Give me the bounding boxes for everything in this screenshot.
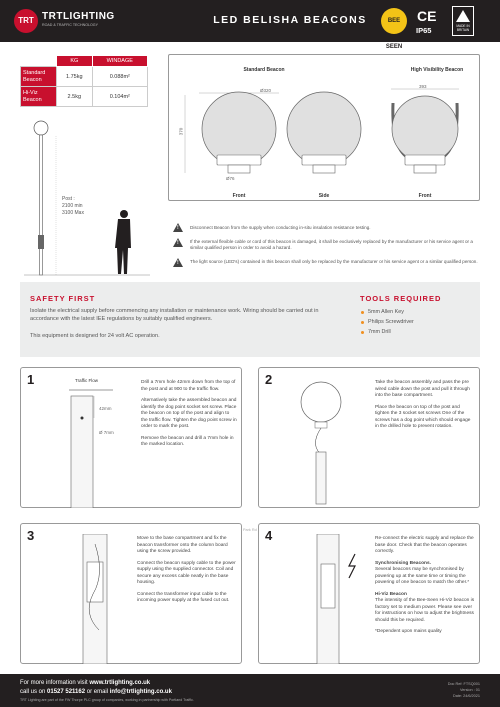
footer-group-note: TRT Lighting are part of the FW Thorpe PLC group of companies, working in partnership with Portland Traffic. bbox=[20, 698, 194, 702]
logo-mark: TRT bbox=[14, 9, 38, 33]
step-number: 4 bbox=[265, 528, 273, 543]
safety-title: SAFETY FIRST bbox=[30, 294, 96, 303]
dim-320: Ø320 bbox=[260, 88, 272, 93]
list-item: Philips Screwdriver bbox=[368, 319, 414, 325]
safety-text: Isolate the electrical supply before commencing any installation or maintenance work. Wiring should be carried out in accordance with the latest IEE regulations by suitably qualified engineers. bbox=[30, 308, 319, 322]
made-in-britain-text: MADE IN BRITAIN bbox=[456, 24, 470, 32]
beacon-drawings bbox=[169, 55, 481, 202]
step-4 bbox=[258, 523, 480, 664]
email-link[interactable]: info@trtlighting.co.uk bbox=[109, 689, 172, 695]
post-drill-drawing bbox=[61, 386, 121, 508]
beacon-post-drawing bbox=[299, 376, 359, 506]
step-3-text: Move to the base compartment and fix the beacon transformer onto the column board using the screw provided. Connect the beacon supply cable to the power supply using the supplied connector. Coil and secure any excess cable neatly in the base housing. Connect the transformer input cable to the incoming power supply at the fused cut out. bbox=[137, 536, 236, 603]
cell-kg: 2.5kg bbox=[57, 87, 93, 107]
logo-text: TRTLIGHTING bbox=[42, 11, 115, 22]
step-number: 2 bbox=[265, 372, 273, 387]
side-label: Side bbox=[318, 193, 330, 199]
made-in-britain-icon bbox=[452, 6, 474, 36]
warning-icon bbox=[173, 238, 183, 247]
step-1 bbox=[20, 367, 242, 508]
safety-voltage: This equipment is designed for 24 volt AC operation. bbox=[30, 333, 160, 339]
table-row bbox=[21, 87, 148, 107]
park-road-label: Park Rd bbox=[243, 528, 257, 532]
warning-icon bbox=[173, 223, 183, 232]
step-number: 1 bbox=[27, 372, 35, 387]
ip-rating: IP65 bbox=[416, 26, 432, 35]
list-item: 5mm Allen Key bbox=[368, 309, 404, 315]
step-number: 3 bbox=[27, 528, 35, 543]
col-kg: KG bbox=[57, 56, 93, 67]
post-illustration bbox=[20, 120, 160, 280]
website-link[interactable]: www.trtlighting.co.uk bbox=[89, 680, 151, 686]
footer-info: For more information visit www.trtlighting.co.uk bbox=[20, 680, 151, 686]
spec-table bbox=[20, 55, 148, 107]
beacon-diagram-panel bbox=[168, 54, 480, 201]
power-on-drawing bbox=[299, 534, 369, 664]
col-windage: WINDAGE bbox=[92, 56, 147, 67]
step-1-text: Drill a 7mm hole 42mm down from the top of the post and at 900 to the traffic flow. Alternatively take the assembled beacon and identify the dog point socket set screw. Place the beacon on top of the post and align to the traffic flow. Tighten the dog point screw in order to mark the post. Remove the beacon and drill a 7mm hole in the marked location. bbox=[141, 380, 237, 447]
dim-7mm: Ø 7mm bbox=[99, 430, 114, 435]
dim-42mm: 42mm bbox=[99, 406, 112, 411]
page-title: LED BELISHA BEACONS bbox=[213, 14, 367, 26]
doc-version: Version : 01 bbox=[459, 688, 480, 692]
logo-tagline: ROAD & TRAFFIC TECHNOLOGY bbox=[42, 23, 98, 27]
trt-logo bbox=[14, 9, 115, 33]
front-hiviz-label: Front bbox=[418, 193, 432, 199]
base-compartment-drawing bbox=[71, 534, 131, 664]
step-4-text: Re-connect the electric supply and replace the base door. Check that the beacon operates correctly. Synchronising Beacons. Several beacons may be synchronised by powering up at the same time or timing the powering of one beacon to match the other.* Hi-Viz Beacon The intensity of the Bee-Seen Hi-Viz beacon is factory set to medium power. Please see over for instructions on how to adjust the brightness should this be required. *Dependent upon mains quality bbox=[375, 536, 475, 634]
cell-kg: 1.75kg bbox=[57, 67, 93, 87]
cell-windage: 0.104m² bbox=[92, 87, 147, 107]
row-label: Hi-Viz Beacon bbox=[21, 87, 57, 107]
dim-370: 370 bbox=[178, 127, 184, 136]
standard-beacon-title: Standard Beacon bbox=[243, 67, 285, 73]
table-row bbox=[21, 67, 148, 87]
step-2-text: Take the beacon assembly and pass the pre wired cable down the post and pull it through into the base compartment. Place the beacon on top of the post and tighten the 3 socket set screws One of the screws has a dog point which should engage in the drilled hole to prevent rotation. bbox=[375, 380, 471, 429]
phone-number[interactable]: 01527 521162 bbox=[47, 689, 86, 695]
tools-title: TOOLS REQUIRED bbox=[360, 294, 442, 303]
footer-contact: call us on 01527 521162 or email info@trtlighting.co.uk bbox=[20, 689, 172, 695]
warning-icon bbox=[173, 258, 183, 267]
bee-seen-icon: BEE SEEN bbox=[381, 8, 407, 34]
post-label: Post : 2100 min 3100 Max bbox=[62, 196, 84, 216]
traffic-flow-label: Traffic Flow bbox=[75, 378, 99, 383]
step-2 bbox=[258, 367, 480, 508]
safety-section bbox=[20, 282, 480, 357]
dim-393: 393 bbox=[419, 84, 427, 89]
warning-text-3: The light source (LED's) contained in this beacon shall only be replaced by the manufacturer or his service agent or a similar qualified person. bbox=[190, 259, 478, 264]
dim-76: Ø76 bbox=[226, 176, 235, 181]
doc-ref: Doc Ref: FTSQ001 bbox=[447, 682, 480, 686]
ce-mark-icon: CE bbox=[417, 8, 437, 24]
front-label: Front bbox=[232, 193, 246, 199]
cell-windage: 0.088m² bbox=[92, 67, 147, 87]
page-footer bbox=[0, 674, 500, 707]
warning-text-2: If the external flexible cable or cord of this beacon is damaged, it shall be exclusively replaced by the manufacturer or his service agent or a similar qualified person in order to avoid a hazard. bbox=[190, 239, 473, 250]
step-3 bbox=[20, 523, 242, 664]
list-item: 7mm Drill bbox=[368, 329, 391, 335]
row-label: Standard Beacon bbox=[21, 67, 57, 87]
doc-date: Date: 24/6/2021 bbox=[452, 694, 480, 698]
warning-text-1: Disconnect Beacon from the supply when conducting in-situ insulation resistance testing. bbox=[190, 225, 371, 230]
page-header bbox=[0, 0, 500, 50]
hiviz-beacon-title: High Visibility Beacon bbox=[410, 67, 464, 73]
